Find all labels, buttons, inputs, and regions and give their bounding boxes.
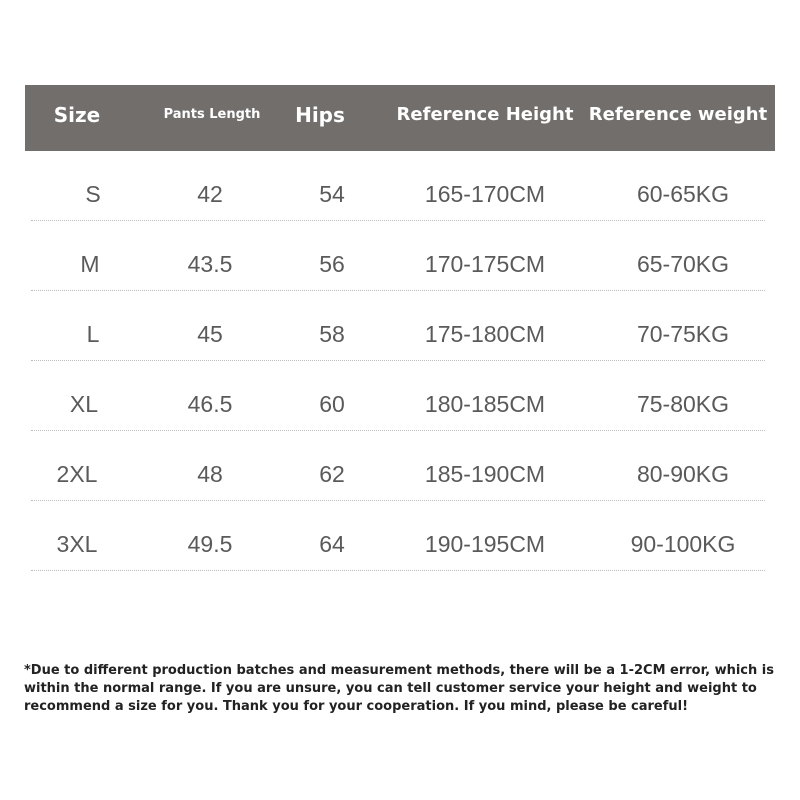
cell-size: S: [85, 181, 101, 207]
cell-hips: 58: [319, 321, 345, 347]
cell-reference-weight: 60-65KG: [636, 181, 730, 207]
table-row: [25, 431, 775, 501]
cell-pants-length: 42: [197, 181, 223, 207]
row-divider: [31, 570, 765, 571]
cell-reference-height: 175-180CM: [424, 321, 546, 347]
cell-reference-weight: 80-90KG: [636, 461, 730, 487]
table-header: [25, 85, 775, 151]
table-body: [25, 151, 775, 571]
cell-hips: 64: [319, 531, 345, 557]
cell-pants-length: 45: [197, 321, 223, 347]
cell-reference-weight: 90-100KG: [630, 531, 736, 557]
table-row: [25, 151, 775, 221]
cell-reference-height: 170-175CM: [424, 251, 546, 277]
cell-pants-length: 49.5: [187, 531, 233, 557]
header-reference-weight: Reference weight: [588, 104, 768, 125]
header-hips: Hips: [295, 103, 345, 127]
cell-hips: 62: [319, 461, 345, 487]
size-chart-table: [25, 85, 775, 571]
cell-reference-height: 185-190CM: [424, 461, 546, 487]
cell-size: M: [80, 251, 100, 277]
table-row: [25, 221, 775, 291]
cell-hips: 54: [319, 181, 345, 207]
cell-size: L: [86, 321, 100, 347]
cell-reference-weight: 65-70KG: [636, 251, 730, 277]
cell-size: 2XL: [56, 461, 98, 487]
cell-hips: 60: [319, 391, 345, 417]
header-reference-height: Reference Height: [396, 104, 574, 125]
cell-pants-length: 43.5: [187, 251, 233, 277]
table-row: [25, 361, 775, 431]
table-row: [25, 291, 775, 361]
cell-reference-height: 165-170CM: [424, 181, 546, 207]
cell-hips: 56: [319, 251, 345, 277]
cell-size: 3XL: [56, 531, 98, 557]
size-disclaimer-note: *Due to different production batches and measurement methods, there will be a 1-2CM error, which is within the normal range. If you are unsure, you can tell customer service your height and weight to recommend a size for you. Thank you for your cooperation. If you mind, please be careful!: [24, 663, 774, 714]
table-row: [25, 501, 775, 571]
cell-reference-weight: 75-80KG: [636, 391, 730, 417]
cell-reference-height: 180-185CM: [424, 391, 546, 417]
cell-reference-height: 190-195CM: [424, 531, 546, 557]
cell-pants-length: 48: [197, 461, 223, 487]
cell-pants-length: 46.5: [187, 391, 233, 417]
header-pants-length: Pants Length: [163, 107, 261, 122]
cell-size: XL: [69, 391, 99, 417]
header-size: Size: [53, 103, 101, 127]
cell-reference-weight: 70-75KG: [636, 321, 730, 347]
